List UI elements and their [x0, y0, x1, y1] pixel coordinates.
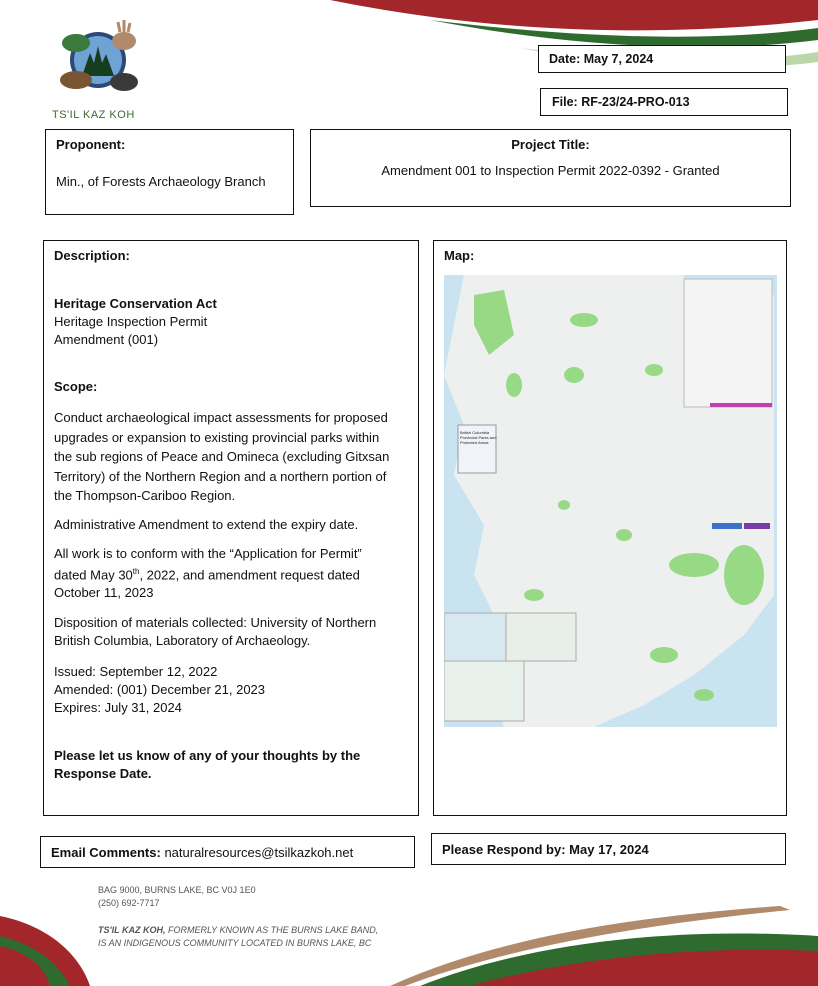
closing-line-2: Response Date.: [54, 766, 152, 781]
project-title-value: Amendment 001 to Inspection Permit 2022-0392 - Granted: [381, 163, 720, 178]
expires-date: Expires: July 31, 2024: [54, 700, 182, 715]
footer-tagline-org: TS'IL KAZ KOH,: [98, 925, 166, 935]
respond-by-box: [431, 833, 786, 865]
date-label: Date:: [549, 52, 581, 66]
act-name: Heritage Conservation Act: [54, 296, 217, 311]
organization-logo: [52, 8, 146, 106]
conform-line-3: October 11, 2023: [54, 585, 154, 601]
footer-swoosh-decoration: [0, 896, 818, 986]
map-box: [433, 240, 787, 816]
scope-text: [54, 408, 416, 506]
date-box: [538, 45, 786, 73]
organization-name: TS'IL KAZ KOH: [52, 109, 135, 121]
amended-date: Amended: (001) December 21, 2023: [54, 682, 266, 697]
project-title-label: Project Title:: [511, 137, 590, 152]
proponent-value: Min., of Forests Archaeology Branch: [56, 174, 266, 189]
description-label: Description:: [54, 248, 130, 263]
email-label: Email Comments:: [51, 845, 161, 860]
respond-date: May 17, 2024: [569, 842, 649, 857]
map-inset-title-line: British Columbia: [460, 430, 490, 435]
permit-line-2: Amendment (001): [54, 332, 159, 347]
footer-tagline-rest: FORMERLY KNOWN AS THE BURNS LAKE BAND,: [165, 925, 379, 935]
description-box: [43, 240, 419, 816]
bc-parks-map: [444, 275, 777, 727]
permit-line-1: Heritage Inspection Permit: [54, 314, 208, 329]
wildlife-logo-icon: [52, 8, 146, 106]
conform-superscript: th: [132, 567, 140, 576]
proponent-label: Proponent:: [56, 137, 126, 152]
map-image: [444, 275, 777, 727]
conform-line-2: [54, 563, 416, 584]
scope-line: Conduct archaeological impact assessments for proposed: [54, 410, 388, 425]
dates-list: [54, 663, 265, 717]
map-label: Map:: [444, 248, 475, 263]
footer-phone: (250) 692-7717: [98, 898, 160, 908]
email-address-link[interactable]: naturalresources@tsilkazkoh.net: [164, 845, 354, 860]
admin-amendment: Administrative Amendment to extend the expiry date.: [54, 517, 359, 532]
scope-line: upgrades or expansion to existing provincial parks within: [54, 429, 380, 445]
issued-date: Issued: September 12, 2022: [54, 664, 218, 679]
conform-line-1: All work is to conform with the “Application for Permit”: [54, 546, 362, 561]
scope-line: the Thompson-Cariboo Region.: [54, 488, 236, 503]
disposition-text: [54, 614, 416, 650]
footer-address: BAG 9000, BURNS LAKE, BC V0J 1E0: [98, 885, 256, 895]
map-inset-title-line: Protected Areas: [460, 440, 489, 445]
respond-label: Please Respond by:: [442, 842, 566, 857]
footer-tagline-line-2: IS AN INDIGENOUS COMMUNITY LOCATED IN BURNS LAKE, BC: [98, 938, 372, 948]
disposition-line-1: Disposition of materials collected: University of Northern: [54, 615, 377, 630]
disposition-line-2: British Columbia, Laboratory of Archaeology.: [54, 633, 311, 648]
date-value: May 7, 2024: [583, 52, 654, 66]
scope-line: the sub regions of Peace and Omineca (excluding Gitxsan: [54, 449, 390, 464]
conform-rest-part: , 2022, and amendment request dated: [139, 567, 360, 583]
file-box: [540, 88, 788, 116]
conform-text: [54, 545, 416, 602]
project-title-box: [310, 129, 791, 207]
file-value: RF-23/24-PRO-013: [581, 95, 690, 109]
file-label: File:: [552, 95, 578, 109]
map-inset-title-line: Provincial Parks and: [460, 435, 497, 440]
closing-line-1: Please let us know of any of your thoughts by the: [54, 748, 361, 763]
closing-request: [54, 747, 416, 783]
scope-label: Scope:: [54, 379, 98, 394]
conform-date-part: dated May 30: [54, 567, 133, 583]
proponent-box: [45, 129, 294, 215]
scope-line: Territory) of the Northern Region and a northern portion of: [54, 468, 387, 484]
email-comments-box: [40, 836, 415, 868]
